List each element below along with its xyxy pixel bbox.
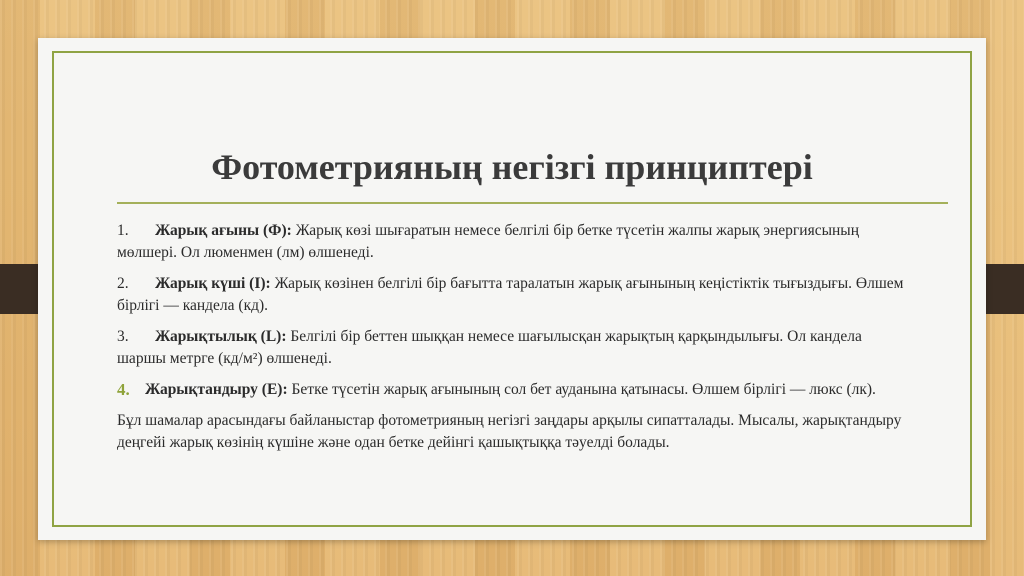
summary-paragraph: Бұл шамалар арасындағы байланыстар фотометрияның негізгі заңдары арқылы сипатталады. Мысалы, жарықтандыру деңгейі жарық көзінің күшіне және одан бетке дейінгі қашықтыққа тәуелді болады. [117, 412, 902, 451]
item-number: 1. [117, 222, 129, 239]
title-divider [117, 202, 948, 204]
list-item-3 [117, 326, 907, 370]
list-item-4 [117, 379, 907, 401]
item-text: Жарық көзі шығаратын немесе белгілі бір бетке түсетін жалпы жарық энергиясының мөлшері. Ол люменмен (лм) өлшенеді. [117, 222, 859, 261]
item-body [145, 379, 907, 401]
item-term: Жарық күші (I): [155, 275, 271, 292]
slide-title: Фотометрияның негізгі принциптері [211, 147, 813, 187]
item-term: Жарықтандыру (E): [145, 381, 288, 398]
slide-card [38, 38, 986, 540]
item-term: Жарық ағыны (Ф): [155, 222, 292, 239]
item-text: Белгілі бір беттен шыққан немесе шағылысқан жарықтың қарқындылығы. Ол кандела шаршы метрге (кд/м²) өлшенеді. [117, 328, 862, 367]
item-number: 3. [117, 328, 129, 345]
slide-content [117, 220, 907, 454]
item-text: Бетке түсетін жарық ағынының сол бет ауданына қатынасы. Өлшем бірлігі — люкс (лк). [287, 381, 876, 398]
item-number: 4. [117, 380, 130, 399]
item-number: 2. [117, 275, 129, 292]
item-term: Жарықтылық (L): [155, 328, 287, 345]
list-item-2 [117, 273, 907, 317]
item-text: Жарық көзінен белгілі бір бағытта таралатын жарық ағынының кеңістіктік тығыздығы. Өлшем бірлігі — кандела (кд). [117, 275, 904, 314]
list-item-1 [117, 220, 907, 264]
